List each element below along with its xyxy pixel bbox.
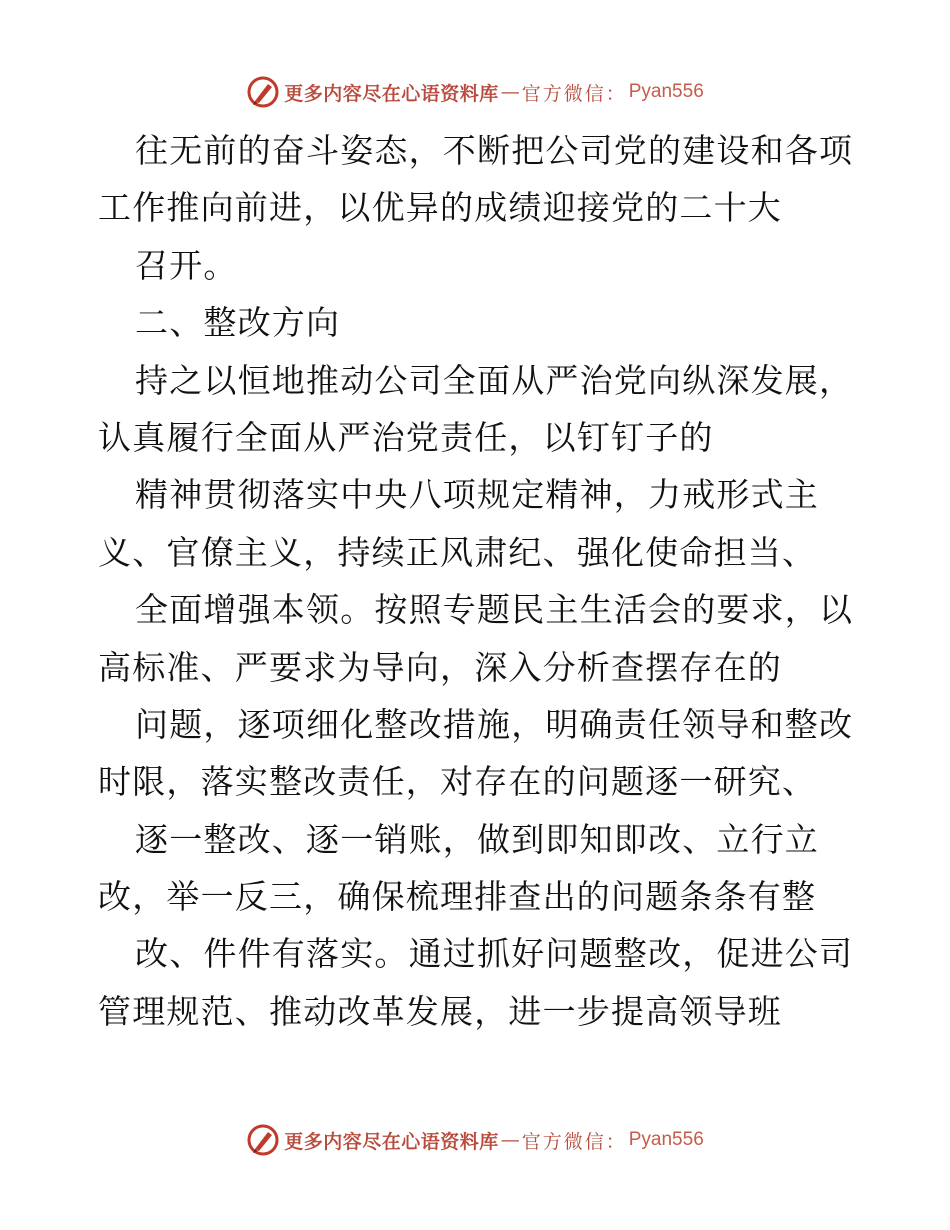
watermark-separator: — <box>500 81 520 103</box>
footer-watermark <box>0 1120 950 1160</box>
header-watermark <box>0 72 950 112</box>
text-line: 召开。 <box>135 245 238 285</box>
quill-logo-icon <box>246 1123 280 1157</box>
text-line: 工作推向前进，以优异的成绩迎接党的二十大 <box>98 188 782 228</box>
text-line: 认真履行全面从严治党责任，以钉钉子的 <box>98 417 714 457</box>
watermark-wechat-label: 官方微信： <box>521 1130 627 1153</box>
document-body <box>98 122 888 1040</box>
text-line: 持之以恒地推动公司全面从严治党向纵深发展， <box>135 360 854 400</box>
watermark-wechat-label: 官方微信： <box>521 82 627 105</box>
text-line: 精神贯彻落实中央八项规定精神，力戒形式主 <box>135 475 819 515</box>
text-line: 往无前的奋斗姿态，不断把公司党的建设和各项 <box>135 131 854 170</box>
watermark-handle: Pyan556 <box>628 81 704 102</box>
text-line: 逐一整改、逐一销账，做到即知即改、立行立 <box>135 819 819 859</box>
text-line: 全面增强本领。按照专题民主生活会的要求，以 <box>135 590 854 630</box>
quill-logo-icon <box>246 75 280 109</box>
text-line: 管理规范、推动改革发展，进一步提高领导班 <box>98 991 782 1031</box>
text-line: 改，举一反三，确保梳理排查出的问题条条有整 <box>98 877 817 917</box>
text-line: 高标准、严要求为导向，深入分析查摆存在的 <box>98 647 782 687</box>
watermark-brand: 更多内容尽在心语资料库 <box>284 1130 499 1153</box>
watermark-separator: — <box>500 1129 520 1151</box>
watermark-handle: Pyan556 <box>628 1129 704 1150</box>
watermark-brand: 更多内容尽在心语资料库 <box>284 82 499 105</box>
text-line: 义、官僚主义，持续正风肃纪、强化使命担当、 <box>98 532 817 572</box>
text-line: 改、件件有落实。通过抓好问题整改，促进公司 <box>135 934 854 974</box>
section-heading: 二、整改方向 <box>135 303 341 343</box>
text-line: 时限，落实整改责任，对存在的问题逐一研究、 <box>98 762 817 802</box>
text-line: 问题，逐项细化整改措施，明确责任领导和整改 <box>135 704 854 744</box>
